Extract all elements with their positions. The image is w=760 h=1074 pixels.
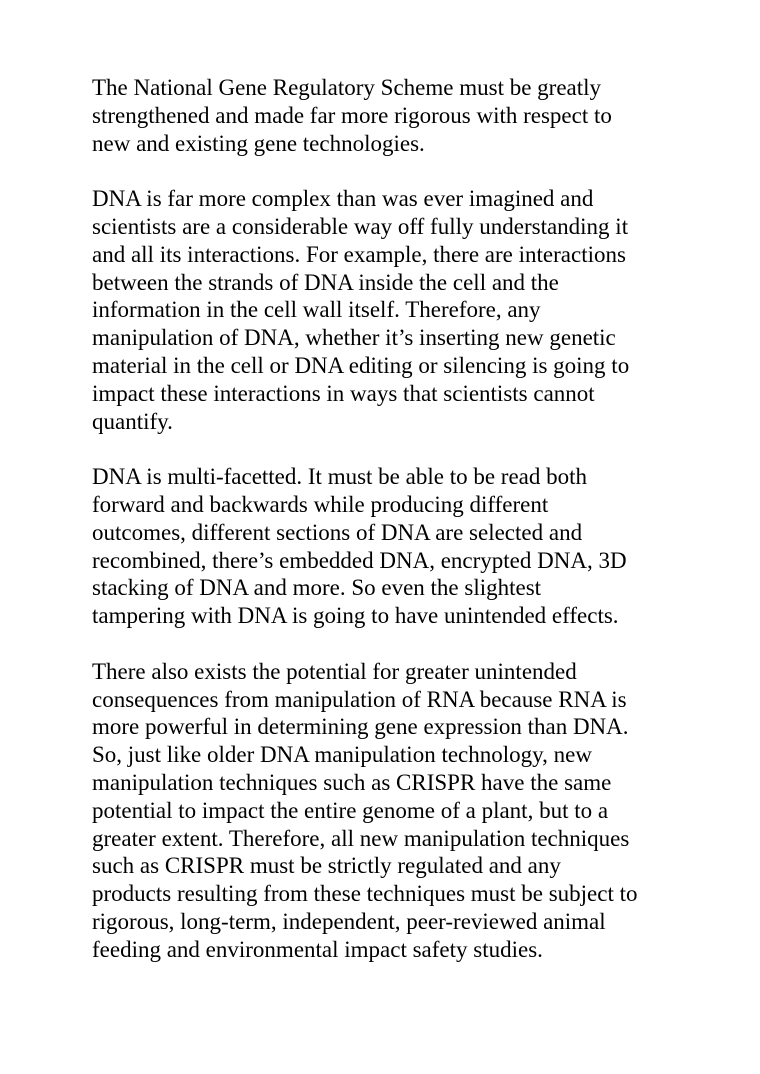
paragraph-dna-complexity: DNA is far more complex than was ever imagined and scientists are a considerable way off fully understanding it and all its interactions. For example, there are interactions between the strands of DNA inside the cell and the information in the cell wall itself. Therefore, any manipulation of DNA, whether it’s inserting new genetic material in the cell or DNA editing or silencing is going to impact these interactions in ways that scientists cannot quantify. bbox=[92, 186, 630, 434]
paragraph-rna-crispr: There also exists the potential for greater unintended consequences from manipulation of RNA because RNA is more powerful in determining gene expression than DNA. So, just like older DNA manipulation technology, new manipulation techniques such as CRISPR have the same potential to impact the entire genome of a plant, but to a greater extent. Therefore, all new manipulation techniques such as CRISPR must be strictly regulated and any products resulting from these techniques must be subject to rigorous, long-term, independent, peer-reviewed animal feeding and environmental impact safety studies. bbox=[92, 658, 638, 962]
document-body bbox=[92, 74, 682, 991]
paragraph-dna-multifaceted: DNA is multi-facetted. It must be able to be read both forward and backwards while producing different outcomes, different sections of DNA are selected and recombined, there’s embedded DNA, encrypted DNA, 3D stacking of DNA and more. So even the slightest tampering with DNA is going to have unintended effects. bbox=[92, 464, 627, 629]
paragraph-regulatory-scheme: The National Gene Regulatory Scheme must be greatly strengthened and made far more rigorous with respect to new and existing gene technologies. bbox=[92, 75, 612, 156]
